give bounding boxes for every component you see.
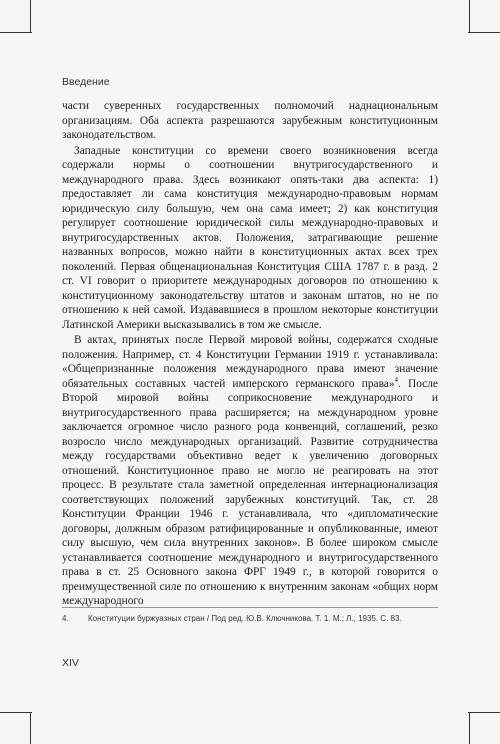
- footnote-reference[interactable]: 4: [394, 375, 399, 384]
- running-head: Введение: [62, 76, 110, 88]
- footnote-number: 4.: [62, 614, 69, 623]
- crop-mark: [0, 32, 32, 33]
- crop-mark: [469, 0, 470, 32]
- paragraph: [62, 333, 438, 609]
- paragraph-text: . После Второй мировой войны соприкосновение международного и внутригосударственного права расширяется; на международном уровне заключается огромное число разного рода конвенций, соглашений, резко возросло число международных организаций. Развитие сотрудничества между государствами объективно ведет к увеличению договорных отношений. Конституционное право не могло не реагировать на этот процесс. В результате стала заметной определенная интернационализация соответствующих положений зарубежных конституций. Так, ст. 28 Конституции Франции 1946 г. устанавливала, что «дипломатические договоры, должным образом ратифицированные и опубликованные, имеют силу высшую, чем сила внутренних законов». В более широком смысле устанавливается соотношение международного и внутригосударственного права в ст. 25 Основного закона ФРГ 1949 г., в которой говорится о преимущественной силе по отношению к внутренним законам «общих норм международного: [62, 377, 438, 607]
- crop-mark: [30, 712, 31, 744]
- paragraph-text: В актах, принятых после Первой мировой войны, содержатся сходные положения. Например, ст. 4 Конституции Германии 1919 г. устанавливала: «Общепризнанные положения международного права имеют значение обязательных составных частей имперского германского права»: [62, 334, 438, 390]
- paragraph: Западные конституции со времени своего возникновения всегда содержали нормы о соотношении внутригосударственного и международного права. Здесь возникают опять-таки два аспекта: 1) предоставляет ли сама конституция международно-правовым нормам юридическую силу большую, чем она сама имеет; 2) как конституция регулирует соотношение юридической силы международно-правовых и внутригосударственных актов. Положения, затрагивающие решение названных вопросов, можно найти в конституционных актах всех трех поколений. Первая общенациональная Конституция США 1787 г. в разд. 2 ст. VI говорит о приоритете международных договоров по отношению к конституционному законодательству штатов и законам штатов, но не по отношению к ней самой. Издававшиеся в прошлом некоторые конституции Латинской Америки высказывались в том же смысле.: [62, 144, 438, 331]
- main-text: [62, 99, 438, 609]
- crop-mark: [469, 712, 470, 744]
- footnote: [62, 614, 442, 623]
- footnote-text: Конституции буржуазных стран / Под ред. Ю.В. Ключникова. Т. 1. М.; Л., 1935. С. 83.: [88, 614, 402, 623]
- crop-mark: [468, 712, 500, 713]
- paragraph: части суверенных государственных полномочий наднациональным организациям. Оба аспекта разрешаются зарубежным конституционным законодательством.: [62, 100, 438, 141]
- crop-mark: [0, 712, 32, 713]
- crop-mark: [468, 32, 500, 33]
- footnote-divider: [62, 607, 438, 608]
- crop-mark: [30, 0, 31, 32]
- page-number: XIV: [62, 657, 79, 669]
